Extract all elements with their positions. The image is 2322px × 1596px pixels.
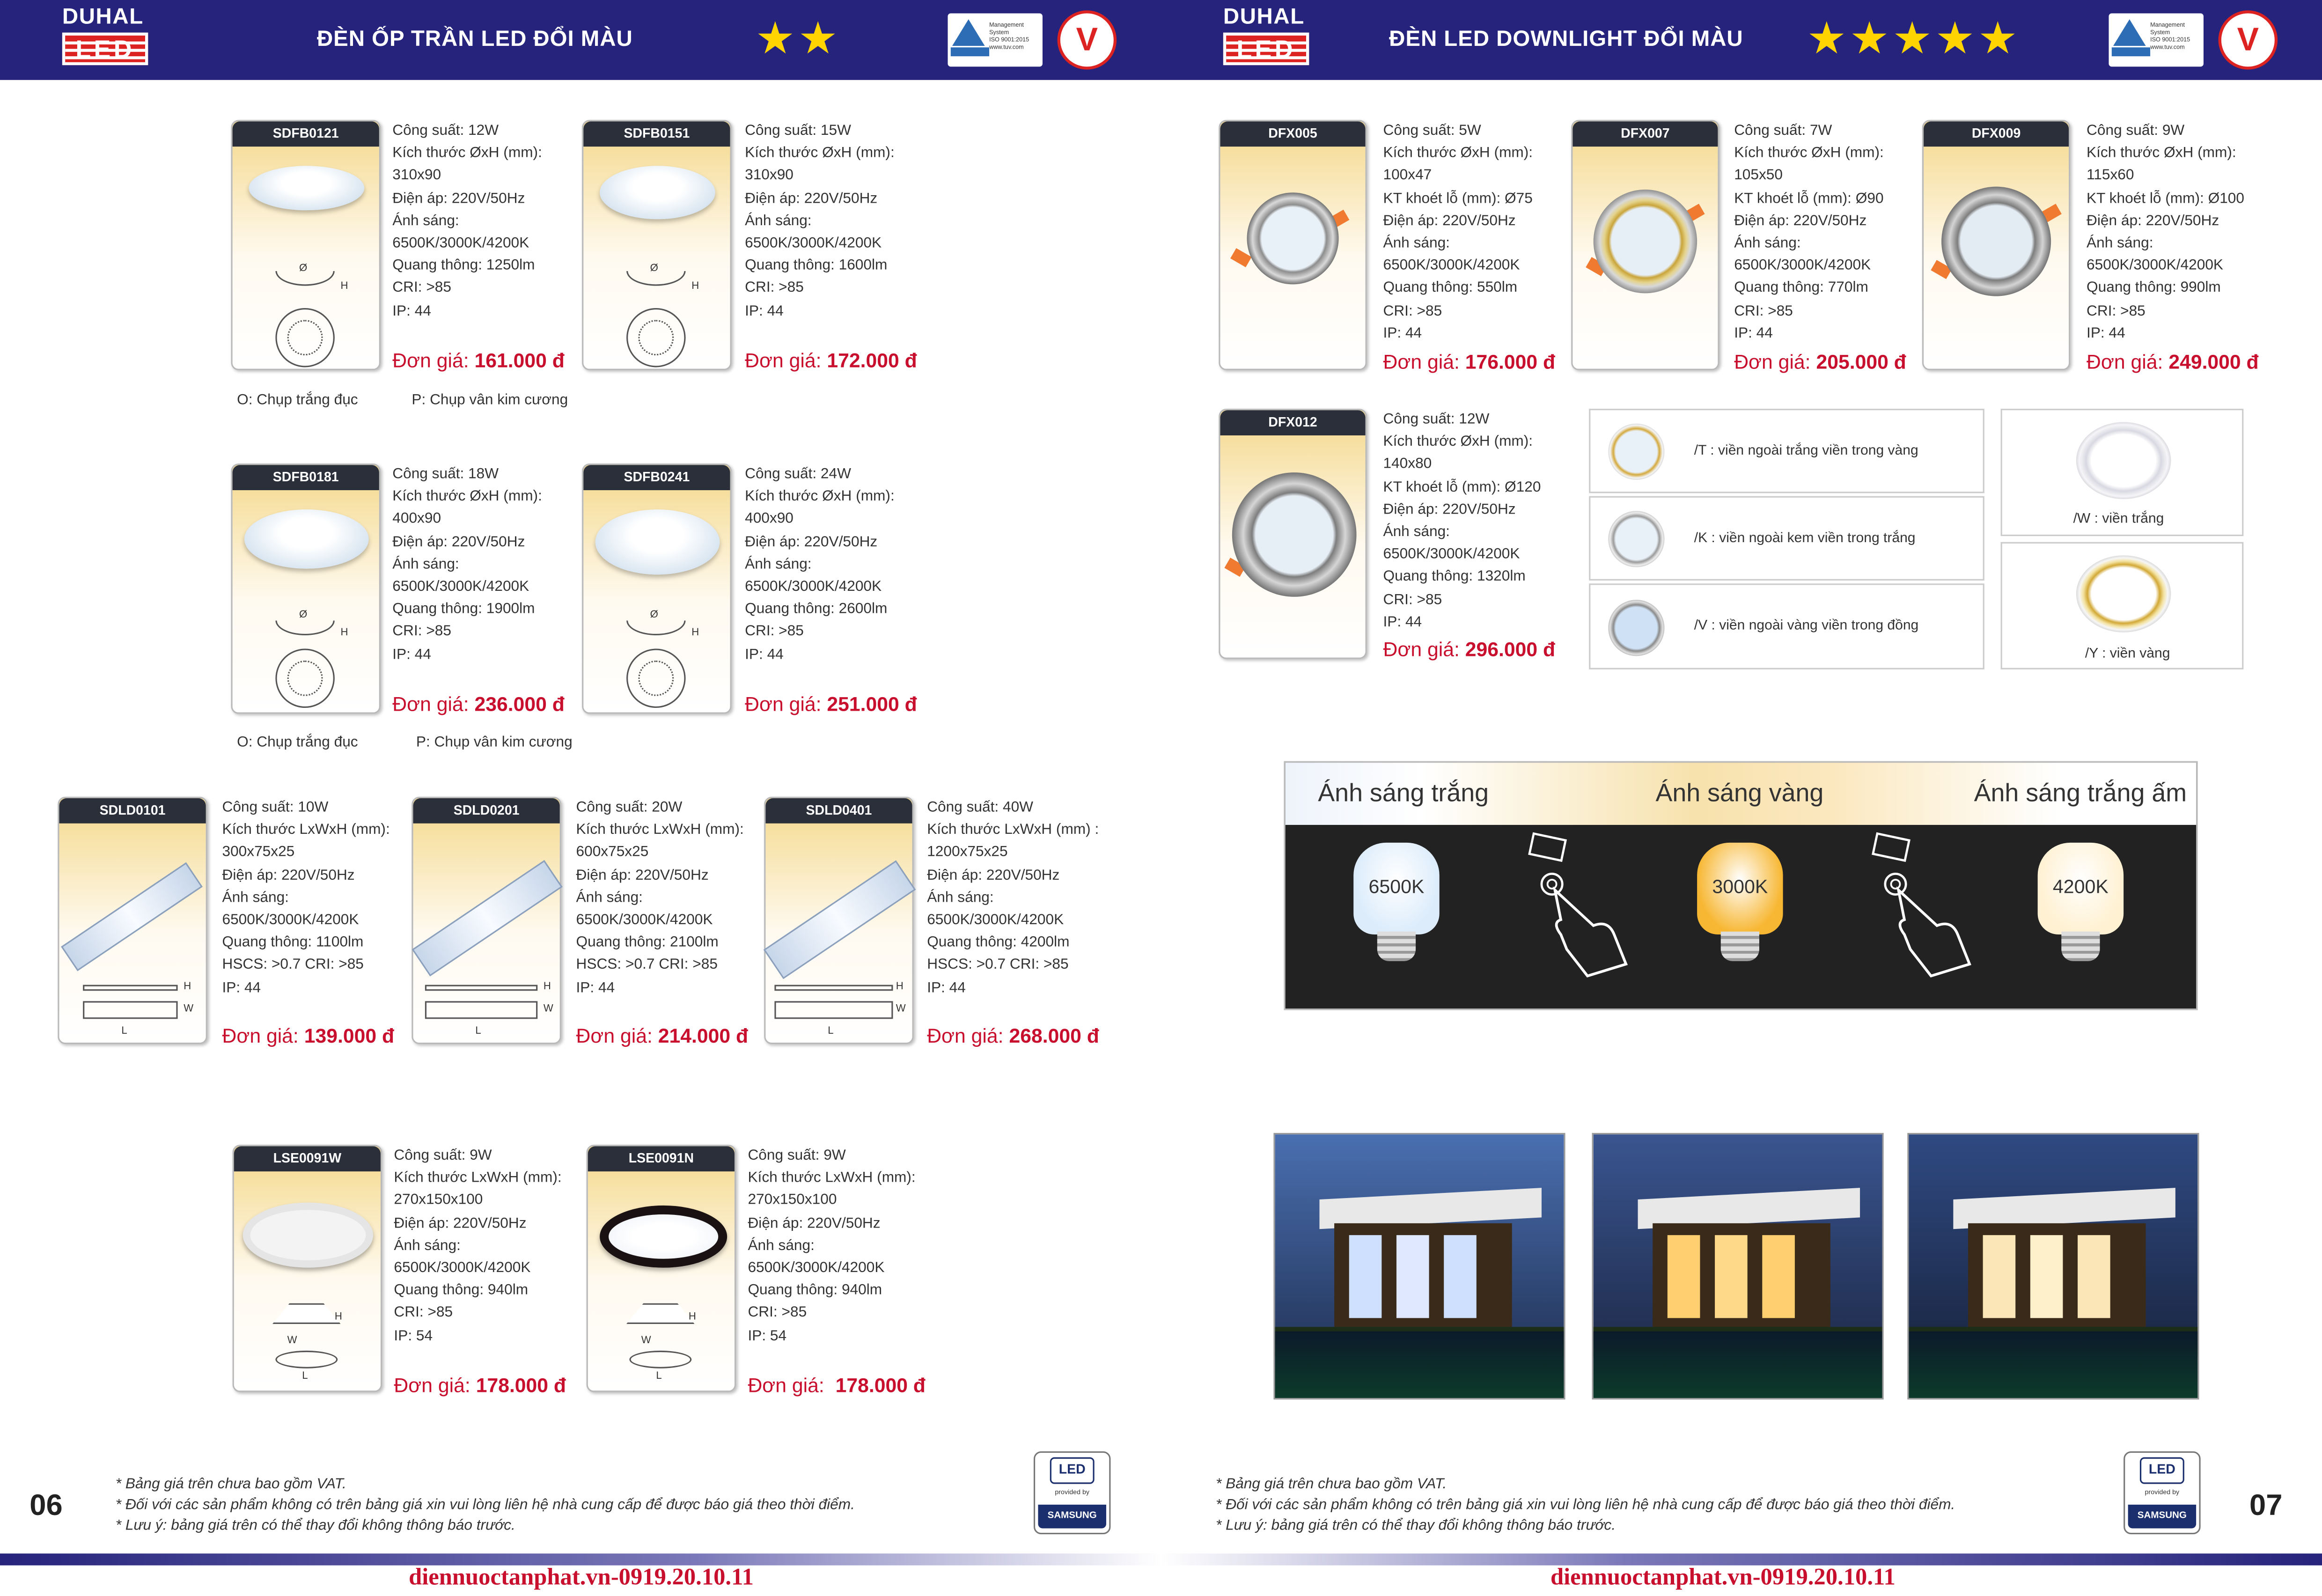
product-price <box>392 693 565 715</box>
product-price <box>1383 351 1555 373</box>
bulb-4200k-icon <box>2038 843 2124 949</box>
top-diagram-icon <box>83 1001 177 1019</box>
footnote: * Lưu ý: bảng giá trên có thể thay đổi không thông báo trước. <box>1216 1518 1616 1535</box>
rim-swatch-icon <box>2076 422 2171 499</box>
product-code: DFX009 <box>1924 121 2069 147</box>
price-label: Đơn giá: <box>927 1024 1004 1047</box>
product-specs: Công suất: 7W Kích thước ØxH (mm): 105x50 KT khoét lỗ (mm): Ø90 Điện áp: 220V/50Hz Ánh sáng: 6500K/3000K/4200K Quang thông: 770lm CRI: >85 IP: 44 <box>1734 123 1884 342</box>
price-label: Đơn giá: <box>394 1374 470 1397</box>
price-value: 268.000 đ <box>1009 1024 1099 1047</box>
price-label: Đơn giá: <box>1383 638 1460 661</box>
badge-middle: provided by <box>2145 1488 2180 1496</box>
price-value: 139.000 đ <box>304 1024 395 1047</box>
rim-option-y <box>2001 542 2244 669</box>
product-code: SDFB0241 <box>583 465 730 490</box>
ceiling-lamp-image <box>600 166 715 219</box>
product-specs: Công suất: 5W Kích thước ØxH (mm): 100x47 KT khoét lỗ (mm): Ø75 Điện áp: 220V/50Hz Ánh sáng: 6500K/3000K/4200K Quang thông: 550lm CRI: >85 IP: 44 <box>1383 123 1533 342</box>
product-specs: Công suất: 15W Kích thước ØxH (mm): 310x90 Điện áp: 220V/50Hz Ánh sáng: 6500K/3000K/4200K Quang thông: 1600lm CRI: >85 IP: 44 <box>745 123 895 320</box>
rim-option-k <box>1589 496 1984 581</box>
footer-bar-right <box>1161 1553 2322 1565</box>
footnotes-right <box>1216 1475 1955 1537</box>
price-label: Đơn giá: <box>576 1024 653 1047</box>
side-diagram-icon <box>275 620 335 635</box>
product-card: SDFB0121 Ø H <box>231 120 380 370</box>
rim-swatch-icon <box>1608 600 1664 656</box>
footer-bar-left <box>0 1553 1161 1565</box>
product-specs: Công suất: 20W Kích thước LxWxH (mm): 600x75x25 Điện áp: 220V/50Hz Ánh sáng: 6500K/3000K/4200K Quang thông: 2100lm HSCS: >0.7 CRI: >85 IP: 44 <box>576 800 744 996</box>
header-right <box>1161 0 2322 80</box>
footnote: * Bảng giá trên chưa bao gồm VAT. <box>115 1476 346 1493</box>
product-specs: Công suất: 10W Kích thước LxWxH (mm): 300x75x25 Điện áp: 220V/50Hz Ánh sáng: 6500K/3000K/4200K Quang thông: 1100lm HSCS: >0.7 CRI: >85 IP: 44 <box>222 800 390 996</box>
downlight-image <box>1594 190 1697 293</box>
product-price <box>745 693 917 715</box>
product-card <box>1922 120 2070 370</box>
header-left <box>0 0 1161 80</box>
badge-bottom: SAMSUNG <box>2128 1505 2197 1529</box>
logo-brand-bottom: LED <box>75 35 135 64</box>
product-specs: Công suất: 9W Kích thước LxWxH (mm): 270x150x100 Điện áp: 220V/50Hz Ánh sáng: 6500K/3000K/4200K Quang thông: 940lm CRI: >85 IP: 54 <box>748 1147 916 1345</box>
rating-stars-left: ★★ <box>755 15 841 64</box>
price-value: 178.000 đ <box>476 1374 566 1397</box>
product-price <box>576 1025 749 1047</box>
panel-title-white: Ánh sáng trắng <box>1318 779 1489 807</box>
price-label: Đơn giá: <box>2087 351 2163 374</box>
side-diagram-icon <box>425 985 537 991</box>
color-switch-panel <box>1284 761 2198 1010</box>
product-card: LSE0091W H L W <box>233 1145 382 1392</box>
rim-option-t <box>1589 409 1984 493</box>
price-value: 214.000 đ <box>658 1024 749 1047</box>
rim-option-label: /K : viền ngoài kem viền trong trắng <box>1694 530 1916 547</box>
rim-option-w <box>2001 409 2244 536</box>
product-specs: Công suất: 12W Kích thước ØxH (mm): 140x80 KT khoét lỗ (mm): Ø120 Điện áp: 220V/50Hz Ánh sáng: 6500K/3000K/4200K Quang thông: 1320lm CRI: >85 IP: 44 <box>1383 412 1541 631</box>
price-value: 178.000 đ <box>835 1374 926 1397</box>
hand-switch-icon <box>1866 831 1973 979</box>
tube-lamp-image <box>764 860 916 979</box>
price-value: 236.000 đ <box>474 693 565 715</box>
bulb-label: 3000K <box>1712 875 1768 897</box>
page-number-left: 06 <box>29 1490 63 1522</box>
price-label: Đơn giá: <box>222 1024 299 1047</box>
rim-swatch-icon <box>2076 555 2171 632</box>
price-value: 296.000 đ <box>1465 638 1556 661</box>
page-title-right: ĐÈN LED DOWNLIGHT ĐỔI MÀU <box>1389 26 1743 52</box>
product-specs: Công suất: 12W Kích thước ØxH (mm): 310x90 Điện áp: 220V/50Hz Ánh sáng: 6500K/3000K/4200K Quang thông: 1250lm CRI: >85 IP: 44 <box>392 123 542 320</box>
product-card: SDFB0181 Ø H <box>231 463 380 714</box>
bulb-label: 6500K <box>1368 875 1425 897</box>
side-diagram-icon <box>83 985 177 991</box>
price-value: 249.000 đ <box>2168 351 2259 374</box>
top-diagram-icon <box>629 1351 691 1368</box>
product-code: SDFB0181 <box>233 465 379 490</box>
price-value: 172.000 đ <box>827 349 917 372</box>
product-card <box>1219 409 1367 659</box>
footnote: * Lưu ý: bảng giá trên có thể thay đổi không thông báo trước. <box>115 1518 515 1535</box>
panel-title-warm: Ánh sáng trắng ấm <box>1974 779 2187 807</box>
rim-option-label: /Y : viền vàng <box>2085 646 2170 662</box>
page-number-right: 07 <box>2249 1490 2283 1522</box>
pattern-diagram <box>287 320 323 355</box>
website-link-left[interactable]: diennuoctanphat.vn-0919.20.10.11 <box>409 1565 754 1591</box>
logo-brand-bottom: LED <box>1236 35 1296 64</box>
pattern-diagram <box>287 661 323 696</box>
top-diagram-icon <box>774 1001 893 1019</box>
product-price <box>1734 351 1906 373</box>
price-label: Đơn giá: <box>1734 351 1811 374</box>
badge-top: LED <box>1050 1457 1095 1484</box>
price-label: Đơn giá: <box>745 349 822 372</box>
logo-brand-top: DUHAL <box>1223 4 1305 30</box>
product-card <box>1571 120 1719 370</box>
product-specs: Công suất: 9W Kích thước LxWxH (mm): 270x150x100 Điện áp: 220V/50Hz Ánh sáng: 6500K/3000K/4200K Quang thông: 940lm CRI: >85 IP: 54 <box>394 1147 562 1345</box>
logo-brand-top: DUHAL <box>62 4 144 30</box>
product-card: SDFB0151 Ø H <box>582 120 731 370</box>
product-card: SDFB0241 Ø H <box>582 463 731 714</box>
house-photo-warm-light <box>1907 1133 2199 1399</box>
samsung-led-badge <box>2124 1451 2200 1534</box>
footnote: * Bảng giá trên chưa bao gồm VAT. <box>1216 1476 1447 1493</box>
quality-badge-icon: V <box>2219 10 2278 70</box>
website-link-right[interactable]: diennuoctanphat.vn-0919.20.10.11 <box>1550 1565 1896 1591</box>
hand-switch-icon <box>1522 831 1629 979</box>
badge-top: LED <box>2140 1457 2184 1484</box>
house-photo-yellow-light <box>1592 1133 1884 1399</box>
price-label: Đơn giá: <box>748 1374 824 1397</box>
side-diagram-icon <box>272 1303 341 1324</box>
product-code: SDLD0201 <box>413 798 560 824</box>
downlight-image <box>1941 187 2051 296</box>
side-diagram-icon <box>626 620 686 635</box>
product-card: SDLD0201 H W L <box>411 797 561 1044</box>
price-value: 161.000 đ <box>474 349 565 372</box>
price-value: 205.000 đ <box>1816 351 1906 374</box>
cover-note-o: O: Chụp trắng đục <box>237 392 358 409</box>
house-photo-white-light <box>1273 1133 1565 1399</box>
pattern-diagram <box>638 320 674 355</box>
product-code: LSE0091N <box>588 1146 735 1171</box>
product-code: SDFB0151 <box>583 121 730 147</box>
pattern-diagram <box>638 661 674 696</box>
panel-title-yellow: Ánh sáng vàng <box>1655 779 1824 807</box>
product-code: SDFB0121 <box>233 121 379 147</box>
badge-bottom: SAMSUNG <box>1038 1505 1106 1529</box>
rim-option-label: /W : viền trắng <box>2073 511 2164 528</box>
price-value: 251.000 đ <box>827 693 917 715</box>
cover-note-p: P: Chụp vân kim cương <box>411 392 568 409</box>
duhal-logo <box>62 6 148 71</box>
product-specs: Công suất: 18W Kích thước ØxH (mm): 400x90 Điện áp: 220V/50Hz Ánh sáng: 6500K/3000K/4200K Quang thông: 1900lm CRI: >85 IP: 44 <box>392 466 542 663</box>
product-code: LSE0091W <box>234 1146 381 1171</box>
cert-text: Management System ISO 9001:2015 www.tuv.com <box>989 21 1029 51</box>
badge-middle: provided by <box>1055 1488 1089 1496</box>
price-label: Đơn giá: <box>745 693 822 715</box>
product-code: SDLD0101 <box>59 798 206 824</box>
tube-lamp-image <box>61 862 203 971</box>
bulb-label: 4200K <box>2052 875 2109 897</box>
rim-swatch-icon <box>1608 424 1664 480</box>
product-price <box>2087 351 2259 373</box>
cover-note-p: P: Chụp vân kim cương <box>416 734 573 751</box>
cover-note-o: O: Chụp trắng đục <box>237 734 358 751</box>
quality-badge-icon: V <box>1058 10 1117 70</box>
product-specs: Công suất: 9W Kích thước ØxH (mm): 115x60 KT khoét lỗ (mm): Ø100 Điện áp: 220V/50Hz Ánh sáng: 6500K/3000K/4200K Quang thông: 990lm CRI: >85 IP: 44 <box>2087 123 2245 342</box>
downlight-image <box>1232 472 1357 597</box>
tuv-cert-icon <box>948 13 1042 66</box>
product-price <box>394 1375 566 1397</box>
product-code: DFX007 <box>1572 121 1718 147</box>
bulb-3000k-icon <box>1697 843 1783 949</box>
side-diagram-icon <box>626 1303 695 1324</box>
price-label: Đơn giá: <box>392 693 469 715</box>
product-specs: Công suất: 24W Kích thước ØxH (mm): 400x90 Điện áp: 220V/50Hz Ánh sáng: 6500K/3000K/4200K Quang thông: 2600lm CRI: >85 IP: 44 <box>745 466 895 663</box>
product-card: LSE0091N H L W <box>587 1145 736 1392</box>
footnotes-left <box>116 1475 855 1537</box>
tuv-cert-icon <box>2109 13 2203 66</box>
product-code: DFX012 <box>1220 410 1366 435</box>
rating-stars-right: ★★★★★ <box>1807 15 2021 64</box>
product-card: SDLD0401 H W L <box>764 797 913 1044</box>
product-card <box>1219 120 1367 370</box>
footnote: * Đối với các sản phẩm không có trên bảng giá xin vui lòng liên hệ nhà cung cấp để được báo giá theo thời điểm. <box>1216 1497 1955 1514</box>
top-diagram-icon <box>425 1001 537 1019</box>
ceiling-lamp-image <box>249 166 364 210</box>
downlight-image <box>1247 192 1338 284</box>
oval-lamp-image <box>600 1206 727 1268</box>
rim-swatch-icon <box>1608 511 1664 567</box>
product-price <box>927 1025 1099 1047</box>
bulb-6500k-icon <box>1353 843 1439 949</box>
oval-lamp-image <box>243 1203 373 1268</box>
product-price <box>222 1025 394 1047</box>
price-label: Đơn giá: <box>1383 351 1460 374</box>
top-diagram-icon <box>275 1351 338 1368</box>
ceiling-lamp-image <box>244 509 369 569</box>
rim-option-label: /V : viền ngoài vàng viền trong đồng <box>1694 618 1919 634</box>
product-specs: Công suất: 40W Kích thước LxWxH (mm) : 1200x75x25 Điện áp: 220V/50Hz Ánh sáng: 6500K/3000K/4200K Quang thông: 4200lm HSCS: >0.7 CRI: >85 IP: 44 <box>927 800 1099 996</box>
product-price <box>745 350 917 372</box>
product-card: SDLD0101 H W L <box>58 797 207 1044</box>
footnote: * Đối với các sản phẩm không có trên bảng giá xin vui lòng liên hệ nhà cung cấp để được báo giá theo thời điểm. <box>115 1497 855 1514</box>
ceiling-lamp-image <box>595 509 720 574</box>
samsung-led-badge <box>1034 1451 1110 1534</box>
product-price <box>1383 638 1555 660</box>
product-code: DFX005 <box>1220 121 1366 147</box>
tube-lamp-image <box>412 860 563 977</box>
product-price <box>748 1375 925 1397</box>
product-code: SDLD0401 <box>765 798 912 824</box>
rim-option-v <box>1589 583 1984 669</box>
rim-option-label: /T : viền ngoài trắng viền trong vàng <box>1694 442 1918 459</box>
cert-text: Management System ISO 9001:2015 www.tuv.com <box>2150 21 2190 51</box>
page-title-left: ĐÈN ỐP TRẦN LED ĐỔI MÀU <box>316 26 633 52</box>
duhal-logo <box>1223 6 1309 71</box>
price-value: 176.000 đ <box>1465 351 1556 374</box>
side-diagram-icon <box>774 985 893 991</box>
product-price <box>392 350 565 372</box>
price-label: Đơn giá: <box>392 349 469 372</box>
